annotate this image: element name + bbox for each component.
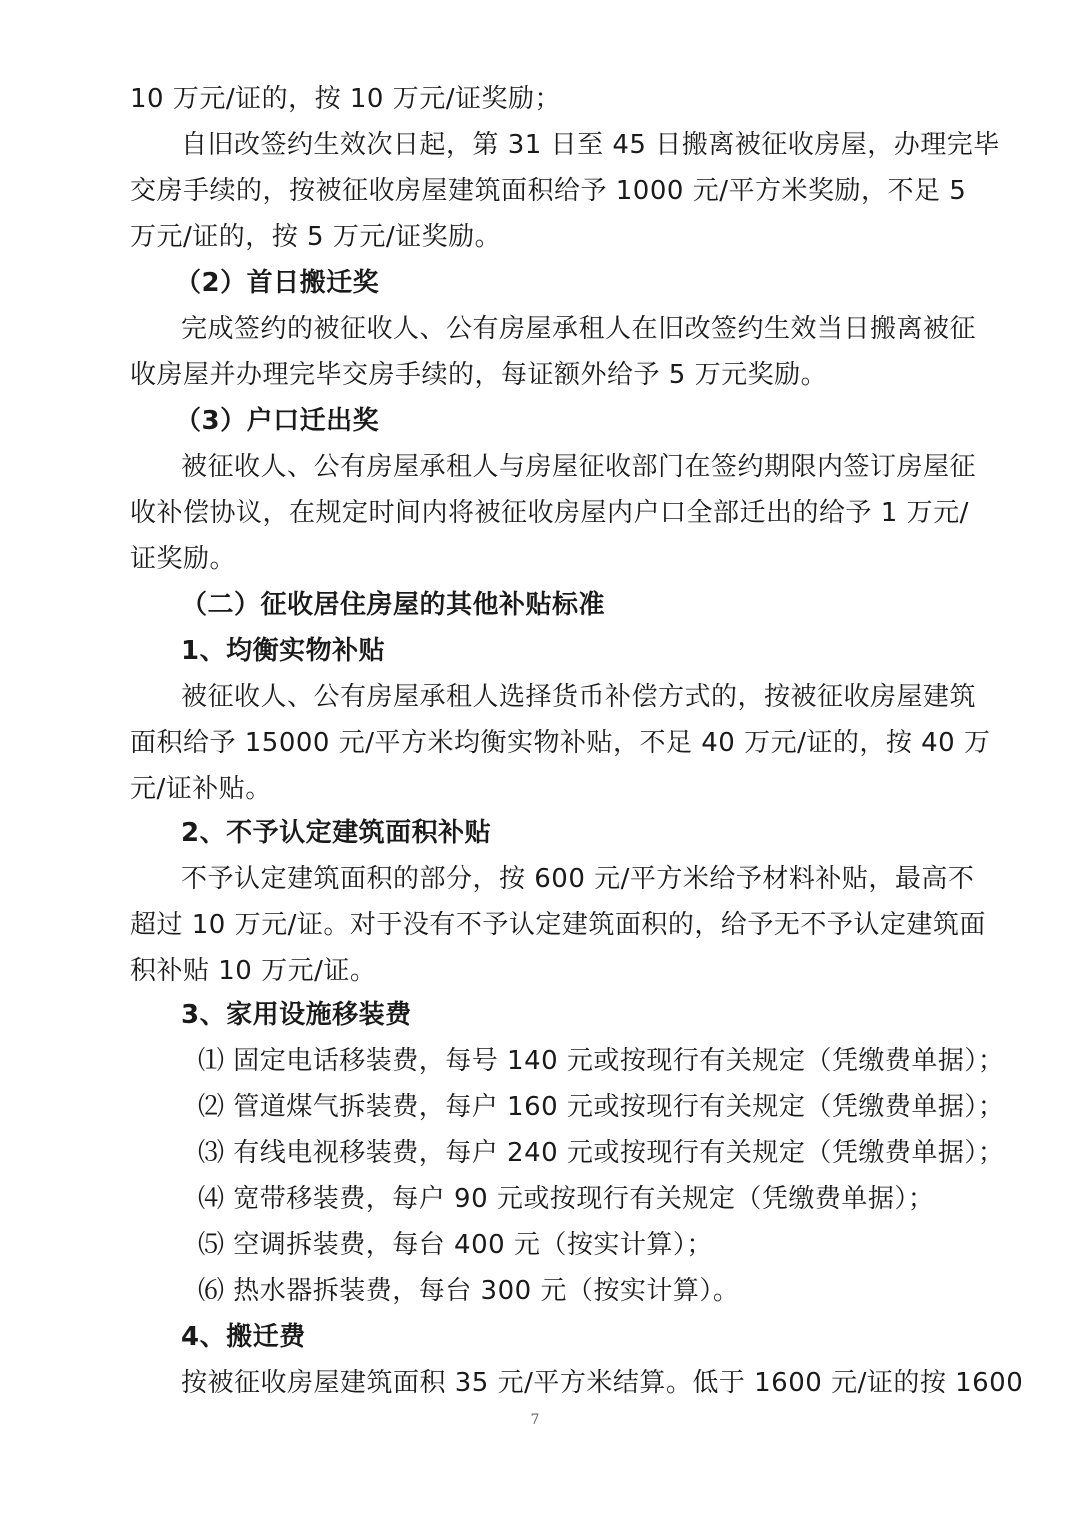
body-text-line: 按被征收房屋建筑面积 35 元/平方米结算。低于 1600 元/证的按 1600	[181, 1368, 1024, 1398]
list-item: ⑵ 管道煤气拆装费，每户 160 元或按现行有关规定（凭缴费单据）；	[198, 1092, 1005, 1122]
list-item: ⑷ 宽带移装费，每户 90 元或按现行有关规定（凭缴费单据）；	[198, 1184, 935, 1214]
body-text-line: 不予认定建筑面积的部分，按 600 元/平方米给予材料补贴，最高不	[181, 864, 975, 894]
list-item: ⑸ 空调拆装费，每台 400 元（按实计算）；	[198, 1230, 713, 1260]
body-text-line: 万元/证的，按 5 万元/证奖励。	[130, 222, 502, 252]
body-text-line: 收房屋并办理完毕交房手续的，每证额外给予 5 万元奖励。	[130, 360, 828, 390]
section-heading: 3、家用设施移装费	[181, 1000, 412, 1030]
body-text-line: 收补偿协议，在规定时间内将被征收房屋内户口全部迁出的给予 1 万元/	[130, 498, 969, 528]
body-text-line: 证奖励。	[130, 544, 237, 574]
body-text-line: 被征收人、公有房屋承租人与房屋征收部门在签约期限内签订房屋征	[181, 452, 977, 482]
body-text-line: 积补贴 10 万元/证。	[130, 956, 377, 986]
section-heading: （3）户口迁出奖	[175, 406, 380, 436]
list-item: ⑴ 固定电话移装费，每号 140 元或按现行有关规定（凭缴费单据）；	[198, 1046, 1005, 1076]
section-heading: 2、不予认定建筑面积补贴	[181, 818, 492, 848]
section-heading: 1、均衡实物补贴	[181, 636, 386, 666]
body-text-line: 自旧改签约生效次日起，第 31 日至 45 日搬离被征收房屋，办理完毕	[181, 130, 1000, 160]
list-item: ⑶ 有线电视移装费，每户 240 元或按现行有关规定（凭缴费单据）；	[198, 1138, 1005, 1168]
section-heading: 4、搬迁费	[181, 1322, 306, 1352]
body-text-line: 10 万元/证的，按 10 万元/证奖励；	[130, 84, 561, 114]
section-heading: （2）首日搬迁奖	[175, 268, 380, 298]
body-text-line: 超过 10 万元/证。对于没有不予认定建筑面积的，给予无不予认定建筑面	[130, 910, 986, 940]
body-text-line: 交房手续的，按被征收房屋建筑面积给予 1000 元/平方米奖励，不足 5	[130, 176, 967, 206]
list-item: ⑹ 热水器拆装费，每台 300 元（按实计算）。	[198, 1276, 740, 1306]
body-text-line: 面积给予 15000 元/平方米均衡实物补贴，不足 40 万元/证的，按 40 万	[130, 728, 991, 758]
body-text-line: 元/证补贴。	[130, 774, 272, 804]
chapter-heading: （二）征收居住房屋的其他补贴标准	[181, 590, 606, 620]
body-text-line: 完成签约的被征收人、公有房屋承租人在旧改签约生效当日搬离被征	[181, 314, 977, 344]
page-number: 7	[530, 1412, 540, 1428]
body-text-line: 被征收人、公有房屋承租人选择货币补偿方式的，按被征收房屋建筑	[181, 682, 977, 712]
